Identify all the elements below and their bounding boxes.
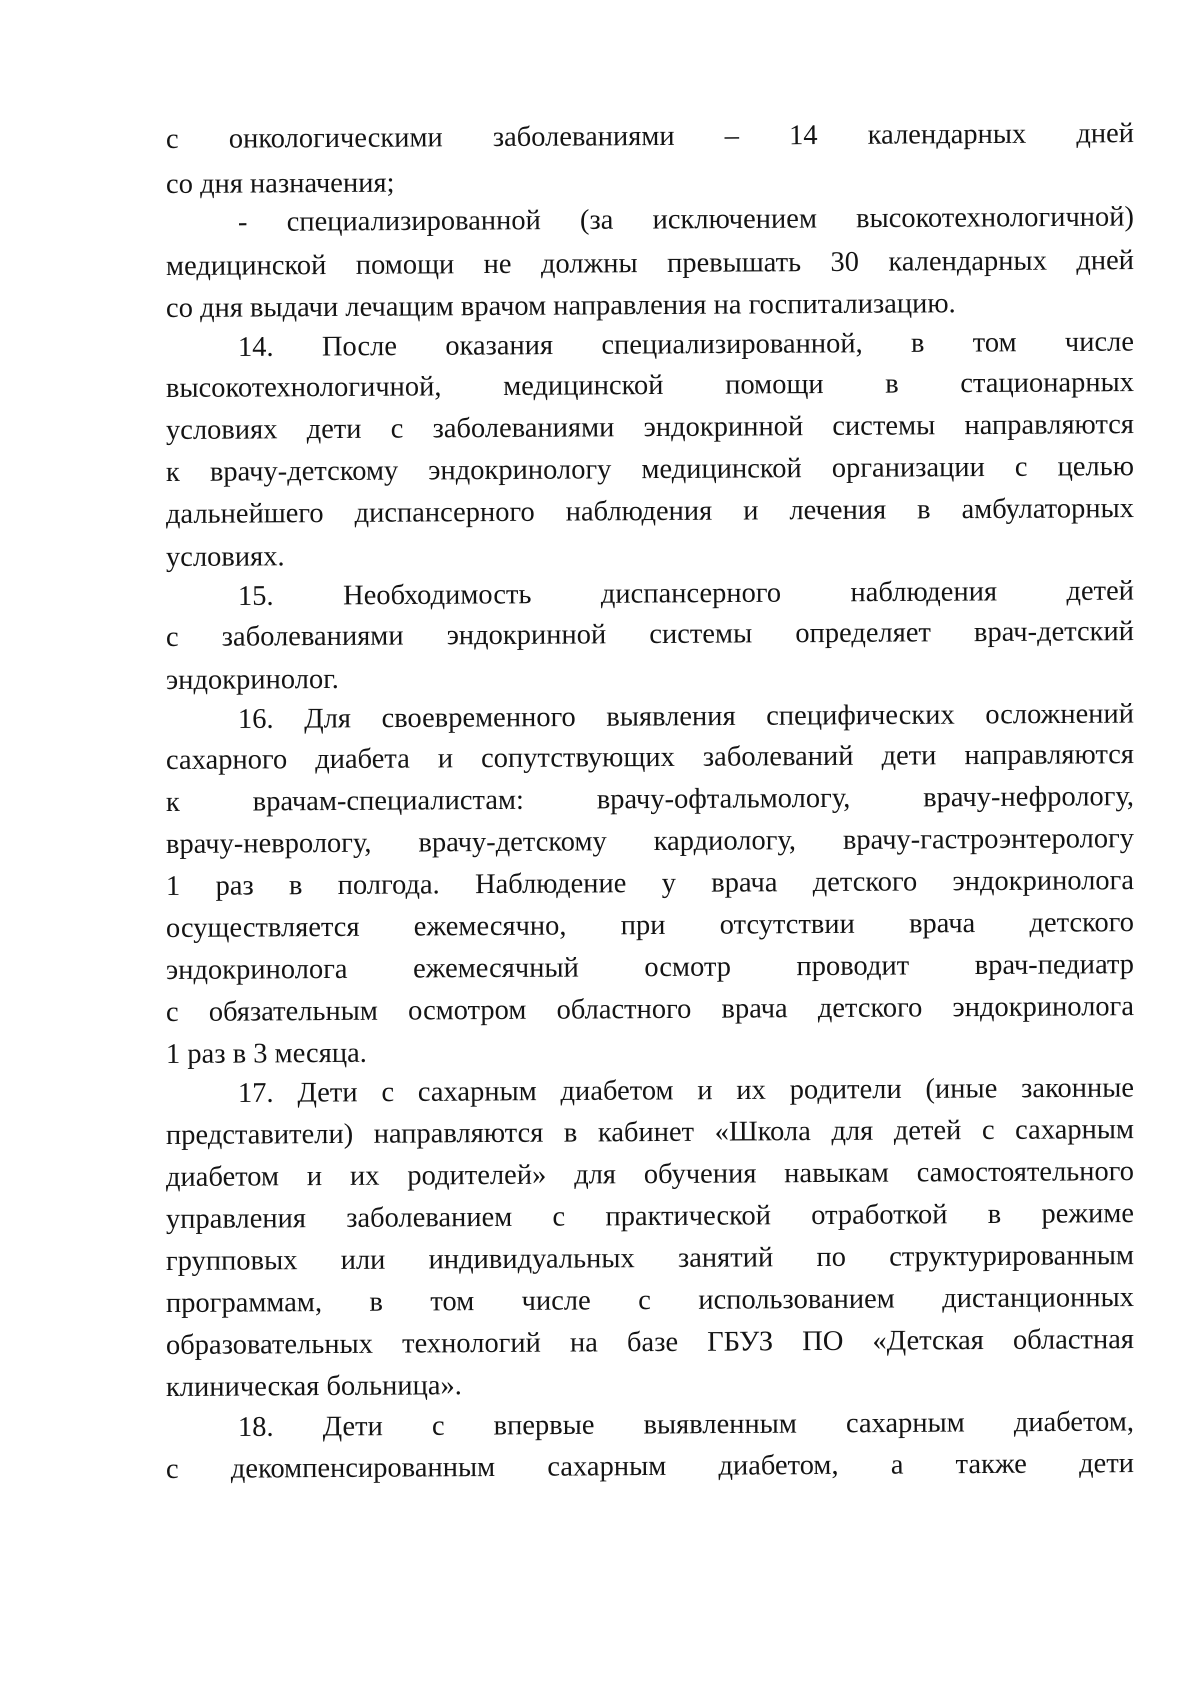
text-line: 18. Дети с впервые выявленным сахарным диабетом, <box>237 1406 1135 1443</box>
text-line: с обязательным осмотром областного врача детского эндокринолога <box>165 991 1135 1028</box>
text-line: эндокринолог. <box>165 663 339 696</box>
text-line: диабетом и их родителей» для обучения навыкам самостоятельного <box>165 1156 1135 1193</box>
text-line: клиническая больница». <box>165 1370 462 1403</box>
text-line: к врачу-детскому эндокринологу медицинской организации с целью <box>165 451 1135 488</box>
text-line: групповых или индивидуальных занятий по структурированным <box>165 1240 1135 1277</box>
text-line: 1 раз в 3 месяца. <box>165 1037 367 1070</box>
text-line: программам, в том числе с использованием дистанционных <box>165 1282 1135 1319</box>
text-line: 17. Дети с сахарным диабетом и их родители (иные законные <box>237 1072 1135 1109</box>
text-line: 1 раз в полгода. Наблюдение у врача детского эндокринолога <box>165 865 1135 902</box>
text-line: дальнейшего диспансерного наблюдения и лечения в амбулаторных <box>165 493 1135 530</box>
text-line: 16. Для своевременного выявления специфических осложнений <box>237 698 1135 735</box>
text-line: высокотехнологичной, медицинской помощи в стационарных <box>165 367 1135 404</box>
text-line: эндокринолога ежемесячный осмотр проводит врач-педиатр <box>165 949 1135 986</box>
text-line: к врачам-специалистам: врачу-офтальмологу, врачу-нефрологу, <box>165 781 1135 818</box>
text-line: условиях. <box>165 541 285 573</box>
text-line: 15. Необходимость диспансерного наблюдения детей <box>237 575 1135 612</box>
text-line: со дня выдачи лечащим врачом направления на госпитализацию. <box>165 288 956 324</box>
text-line: с онкологическими заболеваниями – 14 календарных дней <box>165 118 1135 155</box>
text-line: медицинской помощи не должны превышать 30 календарных дней <box>165 245 1135 282</box>
text-line: управления заболеванием с практической отработкой в режиме <box>165 1198 1135 1235</box>
text-line: осуществляется ежемесячно, при отсутствии врача детского <box>165 907 1135 944</box>
text-line: 14. После оказания специализированной, в том числе <box>237 326 1135 363</box>
text-line: врачу-неврологу, врачу-детскому кардиологу, врачу-гастроэнтерологу <box>165 823 1135 860</box>
text-line: со дня назначения; <box>165 167 395 200</box>
text-line: представители) направляются в кабинет «Школа для детей с сахарным <box>165 1114 1135 1151</box>
text-line: условиях дети с заболеваниями эндокринной системы направляются <box>165 409 1135 446</box>
text-line: с заболеваниями эндокринной системы определяет врач-детский <box>165 616 1135 653</box>
text-line: образовательных технологий на базе ГБУЗ ПО «Детская областная <box>165 1324 1135 1361</box>
text-line: с декомпенсированным сахарным диабетом, а также дети <box>165 1448 1135 1485</box>
text-line: - специализированной (за исключением высокотехнологичной) <box>237 201 1135 238</box>
text-line: сахарного диабета и сопутствующих заболеваний дети направляются <box>165 739 1135 776</box>
